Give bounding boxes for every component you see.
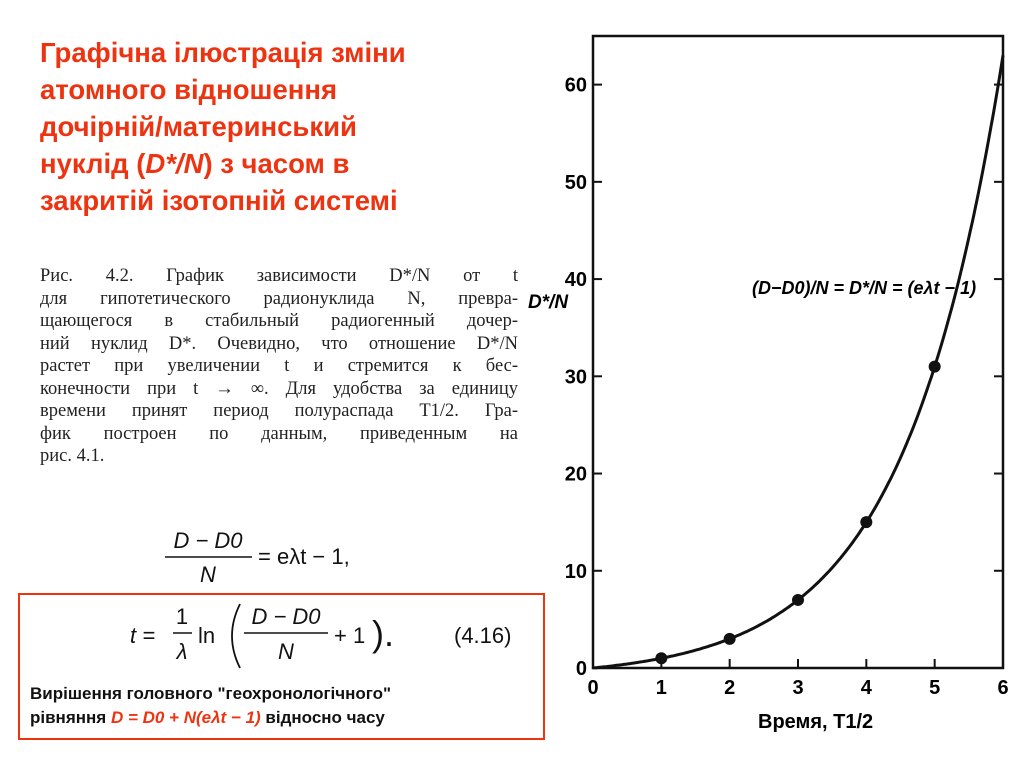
x-tick-label: 6 bbox=[997, 677, 1009, 699]
caption-line: конечности при t → ∞. Для удобства за единицу bbox=[40, 378, 518, 399]
data-point bbox=[655, 652, 667, 664]
formula2-plus-one: + 1 bbox=[334, 623, 366, 648]
caption-line: для гипотетического радионуклида N, превра- bbox=[40, 288, 518, 309]
chart-ticks bbox=[565, 75, 1009, 699]
y-tick-label: 50 bbox=[564, 171, 587, 194]
title-line-5: закритій ізотопній системі bbox=[40, 185, 398, 216]
y-tick-label: 30 bbox=[564, 366, 587, 389]
x-tick-label: 2 bbox=[724, 677, 736, 699]
data-point bbox=[929, 361, 941, 373]
x-tick-label: 4 bbox=[860, 677, 872, 699]
caption-line: ний нуклид D*. Очевидно, что отношение D*/N bbox=[40, 333, 518, 354]
title-line-3: дочірній/материнський bbox=[40, 111, 357, 142]
note-suffix: відносно часу bbox=[260, 708, 385, 727]
y-tick-label: 60 bbox=[564, 74, 587, 97]
formula1-numerator: D − D0 bbox=[173, 528, 243, 553]
note-equation: D = D0 + N(eλt − 1) bbox=[110, 708, 261, 727]
data-point bbox=[724, 633, 736, 645]
title-line-1: Графічна ілюстрація зміни bbox=[40, 37, 406, 68]
y-tick-label: 20 bbox=[564, 463, 587, 486]
x-axis-label: Время, T1/2 bbox=[758, 711, 874, 733]
caption-line: Рис. 4.2. График зависимости D*/N от t bbox=[40, 266, 518, 286]
x-tick-label: 3 bbox=[792, 677, 804, 699]
data-point bbox=[792, 594, 804, 606]
formula2-one: 1 bbox=[175, 604, 189, 629]
formula2-lhs: t = bbox=[130, 623, 156, 648]
formula2-inner-den: N bbox=[278, 639, 294, 664]
formula2-lambda: λ bbox=[176, 639, 188, 664]
x-tick-label: 5 bbox=[929, 677, 941, 699]
formula2-close: ). bbox=[372, 613, 394, 654]
y-axis-label: D*/N bbox=[527, 292, 569, 313]
formula2-ln: ln bbox=[198, 623, 216, 648]
series-curve bbox=[593, 55, 1003, 668]
caption-line: растет при увеличении t и стремится к бес- bbox=[40, 356, 518, 376]
caption-line: фик построен по данным, приведенным на bbox=[40, 423, 518, 444]
formula2-inner-num: D − D0 bbox=[251, 604, 321, 629]
note-line-1: Вирішення головного "геохронологічного" bbox=[30, 684, 392, 703]
y-tick-label: 0 bbox=[575, 658, 587, 680]
caption-line: щающегося в стабильный радиогенный дочер- bbox=[40, 311, 518, 331]
y-tick-label: 10 bbox=[564, 560, 587, 583]
title-line-2: атомного відношення bbox=[40, 74, 338, 105]
formula1-denominator: N bbox=[200, 562, 216, 587]
caption-line: рис. 4.1. bbox=[40, 446, 105, 466]
y-tick-label: 40 bbox=[564, 269, 587, 292]
title-ratio: D*/N bbox=[145, 148, 204, 179]
x-tick-label: 0 bbox=[587, 677, 599, 699]
series-points bbox=[655, 361, 940, 665]
curve-annotation: (D−D0)/N = D*/N = (eλt − 1) bbox=[752, 278, 977, 298]
x-tick-label: 1 bbox=[655, 677, 667, 699]
formula2-number: (4.16) bbox=[454, 623, 512, 648]
title-text-4b: ) з часом в bbox=[203, 148, 350, 179]
note-prefix: рівняння bbox=[30, 708, 111, 727]
data-point bbox=[860, 516, 872, 528]
title-text-4a: нуклід ( bbox=[40, 148, 146, 179]
formula1-rhs: = eλt − 1, bbox=[258, 544, 350, 569]
plot-frame bbox=[593, 36, 1003, 668]
chart-axes bbox=[593, 36, 1003, 668]
caption-line: времени принят период полураспада T1/2. Гра- bbox=[40, 401, 518, 421]
